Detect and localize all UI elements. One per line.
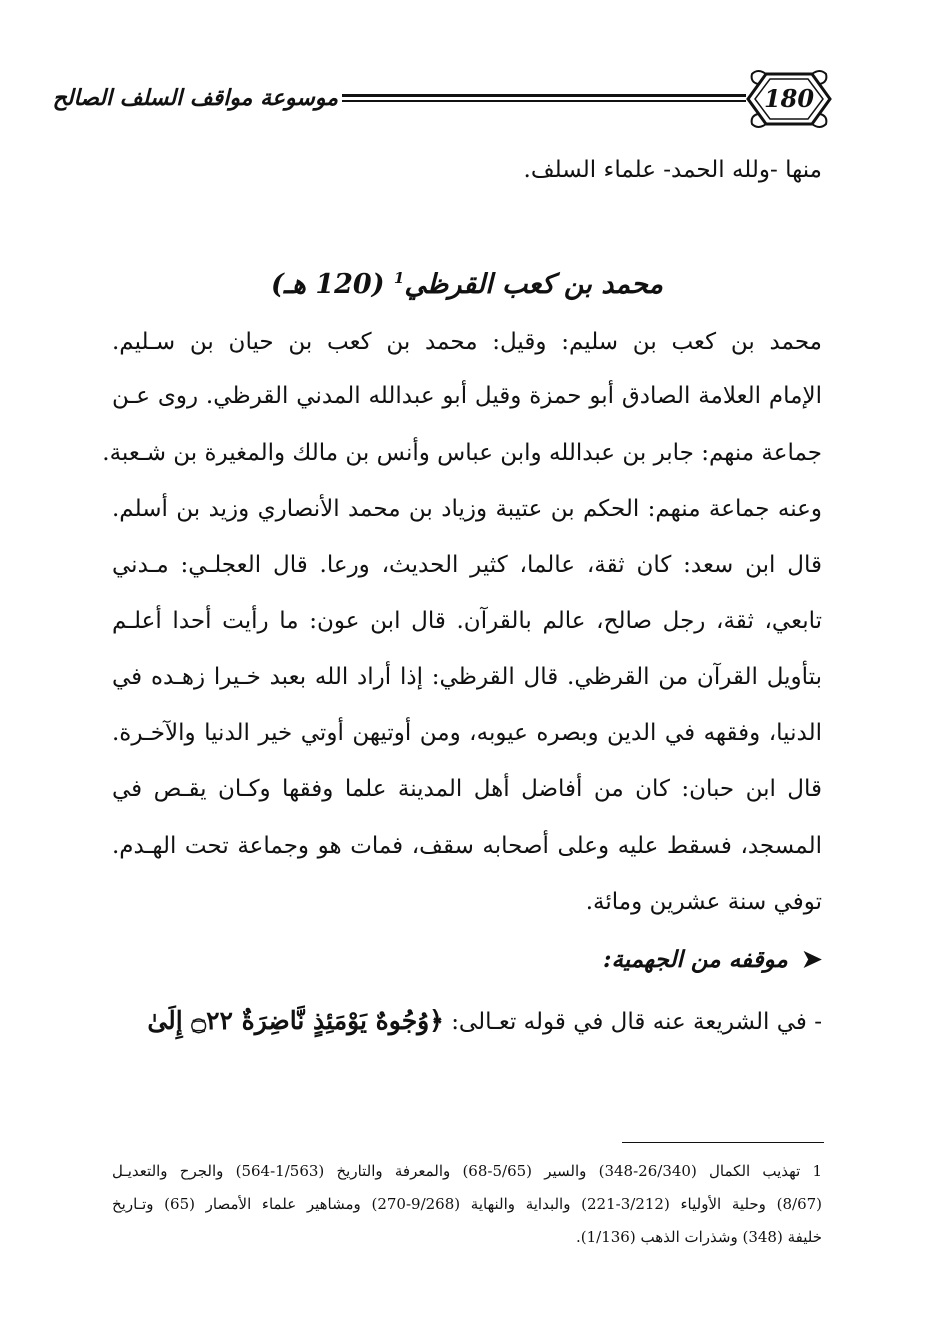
- section-heading-text: موقفه من الجهمية:: [602, 946, 788, 973]
- footnote-line: (8/67) وحلية الأولياء (3/212-221) والبداية والنهاية (9/268-270) ومشاهير علماء الأمصار (65) وتـاريخ: [112, 1195, 823, 1213]
- biography-line: تابعي، ثقة، رجل صالح، عالم بالقرآن. قال ابن عون: ما رأيت أحدا أعلـم: [112, 608, 822, 634]
- biography-line: توفي سنة عشرين ومائة.: [585, 889, 822, 915]
- biography-line: جماعة منهم: جابر بن عبدالله وابن عباس وأنس بن مالك والمغيرة بن شـعبة.: [102, 440, 822, 466]
- biography-line: قال ابن سعد: كان ثقة، عالما، كثير الحديث، ورعا. قال العجلـي: مـدني: [112, 552, 822, 578]
- biography-line: الإمام العلامة الصادق أبو حمزة وقيل أبو عبدالله المدني القرظي. روى عـن: [112, 383, 822, 409]
- death-year: (120 هـ): [271, 269, 385, 300]
- quote-intro: - في الشريعة عنه قال في قوله تعـالى:: [451, 1009, 822, 1035]
- section-heading: [112, 935, 822, 983]
- footnote-line: خليفة (348) وشذرات الذهب (1/136).: [576, 1228, 822, 1246]
- biography-line: محمد بن كعب بن سليم: وقيل: محمد بن كعب بن حيان بن سـليم.: [112, 329, 822, 355]
- footnote-line: 1 تهذيب الكمال (26/340-348) والسير (5/65-68) والمعرفة والتاريخ (1/563-564) والجرح والتعديـل: [112, 1162, 823, 1180]
- page-number: 180: [763, 84, 815, 113]
- biography-line: وعنه جماعة منهم: الحكم بن عتيبة وزياد بن محمد الأنصاري وزيد بن أسلم.: [112, 496, 822, 522]
- biography-name: محمد بن كعب القرظي: [404, 269, 663, 300]
- biography-line: قال ابن حبان: كان من أفاضل أهل المدينة علما وفقها وكـان يقـص في: [112, 776, 822, 802]
- quote-line: [112, 996, 822, 1046]
- series-title: موسوعة مواقف السلف الصالح: [52, 85, 338, 111]
- intro-line: منها -ولله الحمد- علماء السلف.: [523, 157, 822, 183]
- arrow-bullet-icon: ➤: [801, 944, 822, 973]
- biography-title: [112, 258, 822, 312]
- quran-verse: ﴿وُجُوهٌ يَوْمَئِذٍ نَّاضِرَةٌ ۝٢٢ إِلَىٰ: [147, 1006, 444, 1035]
- biography-line: بتأويل القرآن من القرظي. قال القرظي: إذا أراد الله بعبد خـيرا زهـده في: [112, 664, 822, 690]
- header-rule: [342, 94, 746, 104]
- footnote-ref: 1: [393, 269, 405, 287]
- page-number-badge: [744, 66, 834, 132]
- biography-line: المسجد، فسقط عليه وعلى أصحابه سقف، فمات هو وجماعة تحت الهـدم.: [112, 833, 822, 859]
- biography-line: الدنيا، وفقهه في الدين وبصره عيوبه، ومن أوتيهن أوتي خير الدنيا والآخـرة.: [112, 720, 822, 746]
- footnote-divider: [622, 1142, 824, 1143]
- page-header: [52, 66, 834, 132]
